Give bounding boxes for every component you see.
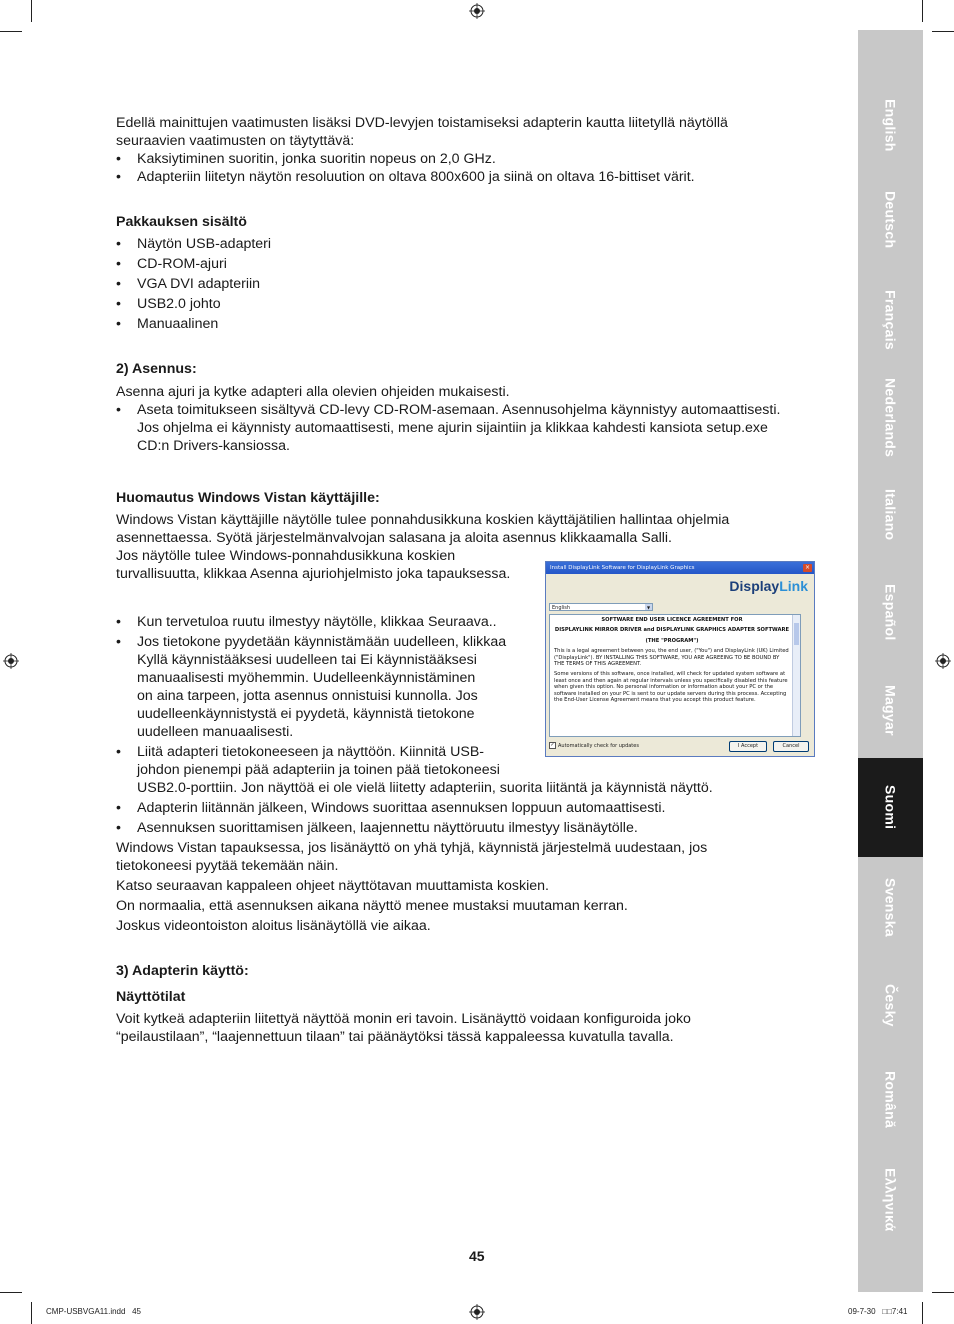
- footer-date: 09-7-30 □□7:41: [848, 1307, 908, 1316]
- text-line: Joskus videontoiston aloitus lisänäytöllä vie aikaa.: [116, 918, 431, 934]
- tab-espanol[interactable]: Español: [882, 584, 899, 641]
- text-line: Katso seuraavan kappaleen ohjeet näyttötavan muuttamista koskien.: [116, 878, 549, 894]
- crop-mark: [31, 0, 32, 22]
- text-line: Windows Vistan tapauksessa, jos lisänäyttö on yhä tyhjä, käynnistä järjestelmä uudestaan, jos: [116, 840, 708, 856]
- registration-mark-icon: [3, 653, 19, 669]
- crop-mark: [0, 31, 22, 32]
- text-line: Voit kytkeä adapteriin liitettyä näyttöä monin eri tavoin. Lisänäyttö voidaan konfiguroida joko: [116, 1011, 691, 1027]
- tab-cesky[interactable]: Česky: [882, 983, 899, 1027]
- checkbox-icon[interactable]: ✓: [550, 742, 555, 748]
- crop-mark: [932, 31, 954, 32]
- text-line: Jos näytölle tulee Windows-ponnahdusikkuna koskien: [116, 548, 456, 564]
- text-line: turvallisuutta, klikkaa Asenna ajuriohjelmisto joka tapauksessa.: [116, 566, 511, 582]
- dialog-titlebar: [546, 562, 814, 574]
- language-sidebar: [858, 30, 923, 1292]
- installer-dialog-screenshot: [545, 561, 815, 757]
- section-heading: 2) Asennus:: [116, 361, 197, 377]
- page-number: 45: [469, 1248, 485, 1264]
- chevron-down-icon: ▼: [646, 605, 651, 610]
- cancel-button[interactable]: Cancel: [773, 741, 809, 752]
- section-heading: Huomautus Windows Vistan käyttäjille:: [116, 490, 380, 506]
- text-line: On normaalia, että asennuksen aikana näyttö menee mustaksi muutaman kerran.: [116, 898, 628, 914]
- tab-nederlands[interactable]: Nederlands: [882, 377, 899, 458]
- tab-magyar[interactable]: Magyar: [882, 684, 899, 736]
- section-heading: Pakkauksen sisältö: [116, 214, 247, 230]
- auto-update-checkbox[interactable]: ✓ Automatically check for updates: [550, 742, 639, 749]
- text-line: “peilaustilaan”, “laajennettuun tilaan” tai päänäytöksi tässä kappaleessa kuvatulla tavalla.: [116, 1029, 674, 1045]
- subheading: Näyttötilat: [116, 989, 186, 1005]
- language-select[interactable]: English ▼: [549, 603, 653, 611]
- tab-suomi[interactable]: Suomi: [858, 758, 923, 857]
- license-paragraph: This is a legal agreement between you, the end user, ("You") and DisplayLink (UK) Limited ("DisplayLink"). BY INSTALLING THIS SOFTWARE, YOU ARE AGREEING TO BE BOUND BY THE TERMS OF THIS AGREEMENT.: [554, 648, 789, 668]
- text-line: tietokoneesi pyytää tekemään näin.: [116, 858, 339, 874]
- scrollbar[interactable]: [792, 615, 800, 736]
- crop-mark: [0, 1292, 22, 1293]
- section-heading: 3) Adapterin käyttö:: [116, 963, 249, 979]
- text-line: asennettaessa. Syötä järjestelmänvalvojan salasana ja aloita asennus klikkaamalla Salli.: [116, 530, 672, 546]
- close-icon[interactable]: ×: [804, 564, 811, 571]
- displaylink-logo: DisplayLink: [729, 578, 808, 594]
- registration-mark-icon: [935, 653, 951, 669]
- footer-file: CMP-USBVGA11.indd 45: [46, 1307, 142, 1316]
- dialog-title: Install DisplayLink Software for DisplayLink Graphics: [550, 565, 695, 571]
- registration-mark-icon: [469, 3, 485, 19]
- license-title: SOFTWARE END USER LICENCE AGREEMENT FOR: [601, 617, 743, 623]
- license-subtitle: DISPLAYLINK MIRROR DRIVER and DISPLAYLINK GRAPHICS ADAPTER SOFTWARE: [554, 627, 790, 634]
- crop-mark: [31, 1302, 32, 1324]
- license-text-area[interactable]: [549, 614, 801, 737]
- crop-mark: [922, 1302, 923, 1324]
- tab-romana[interactable]: Română: [882, 1071, 899, 1129]
- license-paragraph: Some versions of this software, once installed, will check for updated system software at least once and then again at regular intervals unless you specifically disabled this feature when given this option. No personal information or information about your PC or the software installed on your PC is sent to our update servers during this process. Accepting the End-User License Agreement means that you accept this product feature.: [554, 671, 788, 704]
- accept-button[interactable]: I Accept: [729, 741, 767, 752]
- scrollbar-thumb[interactable]: [794, 623, 799, 645]
- paragraph: Asenna ajuri ja kytke adapteri alla olevien ohjeiden mukaisesti.: [116, 384, 510, 400]
- tab-italiano[interactable]: Italiano: [882, 489, 899, 541]
- license-program: (THE "PROGRAM"): [645, 637, 699, 644]
- crop-mark: [922, 0, 923, 22]
- tab-deutsch[interactable]: Deutsch: [882, 191, 899, 249]
- text-line: Windows Vistan käyttäjille näytölle tulee ponnahdusikkuna koskien käyttäjätilien hallintaa ohjelmia: [116, 512, 730, 528]
- crop-mark: [932, 1292, 954, 1293]
- intro-paragraph: Edellä mainittujen vaatimusten lisäksi DVD-levyjen toistamiseksi adapterin kautta liitetyllä näytöllä seuraavien vaatimusten on täytyttävä:: [116, 115, 728, 149]
- tab-english[interactable]: English: [882, 98, 899, 152]
- registration-mark-icon: [469, 1304, 485, 1320]
- tab-francais[interactable]: Français: [882, 290, 899, 350]
- tab-greek[interactable]: Ελληνικά: [882, 1168, 899, 1232]
- tab-svenska[interactable]: Svenska: [882, 878, 899, 937]
